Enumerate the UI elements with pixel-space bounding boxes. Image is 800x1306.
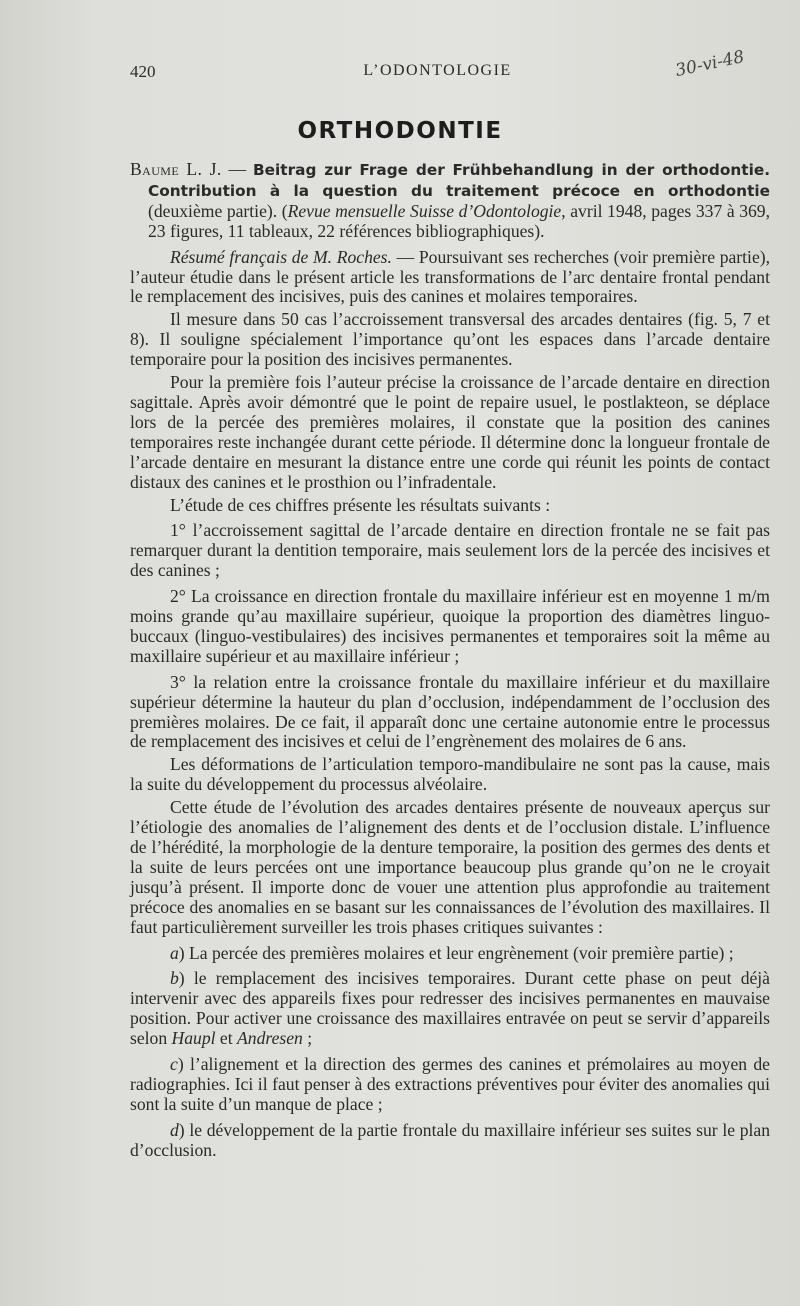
result-item-3: 3° la relation entre la croissance frontale du maxillaire inférieur et du maxillaire supérieur détermine la hauteur du plan d’occlusion, indépendamment de l’occlusion des premières molaires. De ce fait, il apparaît donc une certaine autonomie entre le processus de remplacement des incisives et celui de l’engrènement des molaires de 6 ans. [130,671,770,752]
french-title: Contribution à la question du traitement précoce en orthodontie [148,181,770,200]
paragraph: Il mesure dans 50 cas l’accroissement transversal des arcades dentaires (fig. 5, 7 et 8). Il souligne spécialement l’importance qu’ont les espaces dans l’arcade dentaire temporaire pour la position des incisives permanentes. [130,309,770,370]
phase-d: d) le développement de la partie frontale du maxillaire inférieur ses suites sur le plan d’occlusion. [130,1119,770,1160]
paragraph: Les déformations de l’articulation temporo-mandibulaire ne sont pas la cause, mais la suite du développement du processus alvéolaire. [130,754,770,795]
phase-b: b) le remplacement des incisives temporaires. Durant cette phase on peut déjà intervenir avec des appareils fixes pour redresser des incisives permanentes en mauvaise position. Pour activer une croissance des maxillaires entravée on peut se servir d’appareils selon Haupl et Andresen ; [130,968,770,1049]
citation-details: , avril 1948, pages 337 à 369, 23 figures, 11 tableaux, 22 références bibliographiques). [148,200,770,241]
running-header [130,46,747,84]
bibliographic-entry: Baume L. J. — Beitrag zur Frage der Frühbehandlung in der orthodontie. Contribution à la question du traitement précoce en orthodontie (deuxième partie). (Revue mensuelle Suisse d’Odontologie, avril 1948, pages 337 à 369, 23 figures, 11 tableaux, 22 références bibliographiques). [130,159,770,241]
page-number: 420 [130,62,156,81]
section-title: ORTHODONTIE [297,118,503,144]
journal-name: Revue mensuelle Suisse d’Odontologie [287,200,562,221]
article-body [130,160,770,1161]
phase-c: c) l’alignement et la direction des germes des canines et prémolaires au moyen de radiographies. Ici il faut penser à des extractions préventives pour éviter des anomalies qui sont la suite d’un manque de place ; [130,1054,770,1114]
resume-label: Résumé français de M. Roches. [170,246,392,267]
paragraph: Cette étude de l’évolution des arcades dentaires présente de nouveaux aperçus sur l’étiologie des anomalies de l’alignement des dents et de l’occlusion distale. L’influence de l’hérédité, la morphologie de la denture temporaire, la position des germes des dents et la suite de leurs percées ont une importance beaucoup plus grande qu’on ne le croyait jusqu’à présent. Il importe donc de vouer une attention plus approfondie au traitement précoce des anomalies en se basant sur les connaissances de l’évolution des maxillaires. Il faut particulièrement surveiller les trois phases critiques suivantes : [130,797,770,937]
journal-title: L’ODONTOLOGIE [363,62,512,79]
paragraph: L’étude de ces chiffres présente les résultats suivants : [170,494,551,515]
resume-paragraph: Résumé français de M. Roches. — Poursuivant ses recherches (voir première partie), l’auteur étudie dans le présent article les transformations de l’arc dentaire frontal pendant le remplacement des incisives, puis des canines et molaires temporaires. [130,246,771,307]
phase-a: a) La percée des premières molaires et leur engrènement (voir première partie) ; [170,942,734,963]
result-item-1: 1° l’accroissement sagittal de l’arcade dentaire en direction frontale ne se fait pas remarquer durant la dentition temporaire, mais seulement lors de la percée des incisives et des canines ; [130,520,770,581]
result-item-2: 2° La croissance en direction frontale du maxillaire inférieur est en moyenne 1 m/m moins grande qu’au maxillaire supérieur, quoique la proportion des diamètres linguo-buccaux (linguo-vestibulaires) des incisives permanentes et temporaires soit la même au maxillaire supérieur et au maxillaire inférieur ; [130,586,770,666]
german-title: Beitrag zur Frage der Frühbehandlung in der orthodontie. [253,161,770,179]
author: Baume L. J. [130,159,222,179]
paragraph: Pour la première fois l’auteur précise la croissance de l’arcade dentaire en direction sagittale. Après avoir démontré que le point de repaire usuel, le postlakteon, se déplace lors de la percée des premières molaires, il constate que la position des canines temporaires reste inchangée durant cette période. Il détermine donc la longueur frontale de l’arcade dentaire en mesurant la distance entre une corde qui réunit les points de contact distaux des canines et le prosthion ou l’infradentale. [130,372,770,492]
handwritten-date: 30-vi-48 [673,46,747,82]
